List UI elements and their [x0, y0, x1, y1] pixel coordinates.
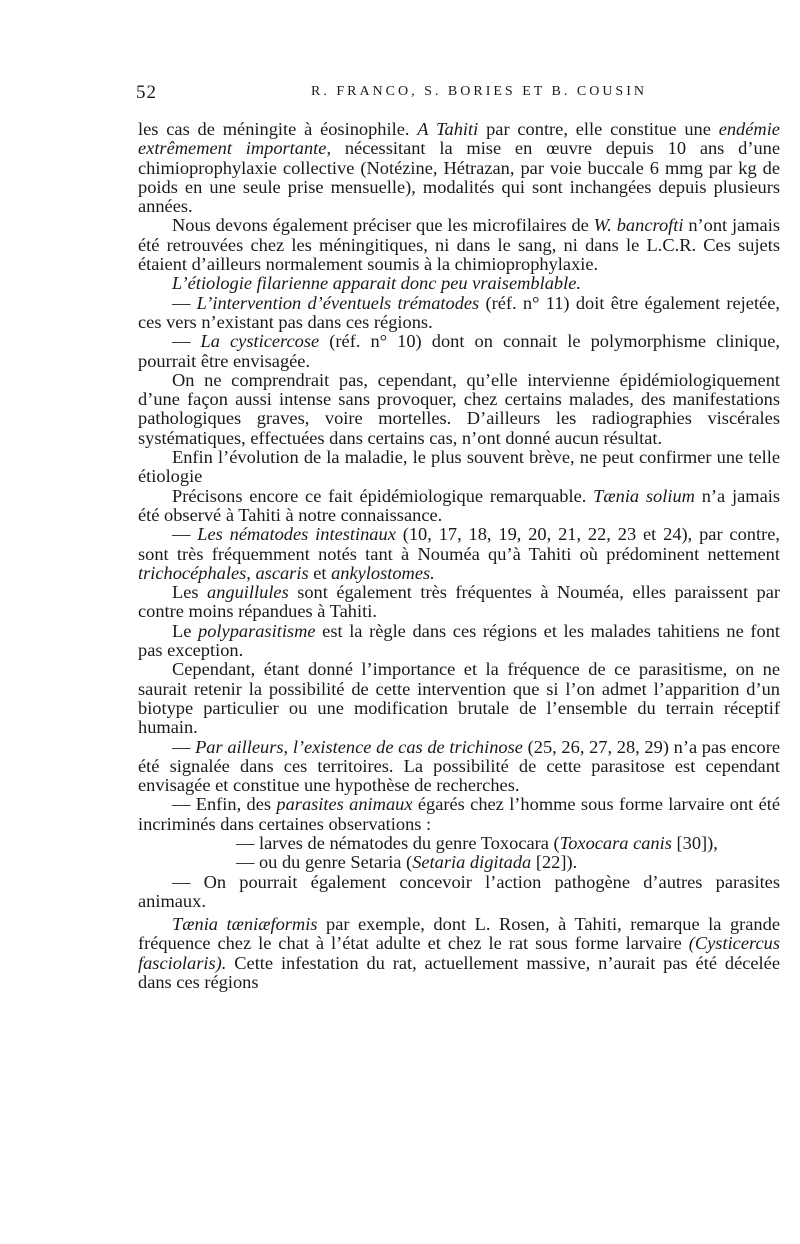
- italic-text: Par ailleurs, l’existence de cas de trichinose: [195, 736, 523, 757]
- text-run: [30]),: [671, 832, 718, 853]
- text-run: [22]).: [531, 852, 578, 873]
- italic-text: anguillules: [207, 582, 289, 603]
- paragraph: [138, 216, 780, 274]
- paragraph: [138, 622, 780, 661]
- italic-text: Setaria digitada: [412, 852, 532, 873]
- text-run: —: [172, 331, 201, 352]
- text-run: — larves de nématodes du genre Toxocara (: [236, 832, 560, 853]
- text-run: par exemple, dont L. Rosen, à Tahiti, remarque la grande fréquence chez le chat à l’état adulte et chez le rat sous forme larvaire: [138, 914, 780, 954]
- text-run: Nous devons également préciser que les microfilaires de: [172, 215, 594, 236]
- italic-text: Les nématodes intestinaux: [197, 524, 396, 545]
- italic-text: La cysticercose: [200, 331, 320, 352]
- text-run: Cependant, étant donné l’importance et la fréquence de ce parasitisme, on ne saurait retenir la possibilité de cette intervention que si l’on admet l’apparition d’un biotype particulier ou une modification brutale de l’ensemble du terrain réceptif humain.: [138, 659, 780, 738]
- paragraph: [138, 873, 780, 912]
- paragraph: [138, 660, 780, 737]
- paragraph: [138, 371, 780, 448]
- text-run: nécessitant la mise en œuvre depuis 10 ans d’une chimioprophylaxie collective (Notézine, Hétrazan, par voie buccale 6 mmg par kg de poids en une seule prise mensuelle), modalités qui sont inchangées depuis plusieurs années.: [138, 138, 780, 217]
- text-run: égarés chez l’homme sous forme larvaire ont été incriminés dans certaines observations :: [138, 794, 781, 834]
- text-run: Enfin l’évolution de la maladie, le plus souvent brève, ne peut confirmer une telle étiologie: [138, 447, 780, 487]
- text-run: On ne comprendrait pas, cependant, qu’elle intervienne épidémiologiquement d’une façon aussi intense sans provoquer, chez certains malades, des manifestations pathologiques graves, voire mortelles. D’ailleurs les radiographies viscérales systématiques, effectuées dans certains cas, n’ont donné aucun résultat.: [138, 369, 780, 448]
- italic-text: W. bancrofti: [593, 215, 684, 236]
- body-text: [138, 120, 780, 992]
- text-run: —: [172, 524, 198, 545]
- text-run: Précisons encore ce fait épidémiologique remarquable.: [172, 485, 594, 506]
- text-run: Cette infestation du rat, actuellement massive, n’aurait pas été décelée dans ces régions: [138, 952, 780, 993]
- list-item: [236, 832, 780, 853]
- paragraph: [138, 274, 780, 293]
- page-number: 52: [136, 82, 157, 103]
- italic-text: Tænia tæniæformis: [172, 914, 318, 935]
- italic-text: parasites animaux: [276, 794, 413, 815]
- italic-text: (Cysticercus fasciolaris).: [138, 933, 780, 973]
- text-run: (10, 17, 18, 19, 20, 21, 22, 23 et 24), par contre, sont très fréquemment notés tant à Nouméa qu’à Tahiti où prédominent nettement: [138, 524, 780, 564]
- text-run: n’a jamais été observé à Tahiti à notre connaissance.: [138, 485, 781, 525]
- running-head: R. FRANCO, S. BORIES ET B. COUSIN: [310, 84, 647, 99]
- text-run: (réf. n° 10) dont on connait le polymorphisme clinique, pourrait être envisagée.: [138, 331, 780, 371]
- text-run: (25, 26, 27, 28, 29) n’a pas encore été signalée dans ces territoires. La possibilité de cette parasitose est cependant envisagée et constitue une hypothèse de recherches.: [138, 736, 780, 796]
- text-run: (réf. n° 11) doit être également rejetée, ces vers n’existant pas dans ces régions.: [138, 292, 780, 332]
- text-run: est la règle dans ces régions et les malades tahitiens ne font pas exception.: [138, 620, 780, 661]
- text-run: par contre, elle constitue une: [478, 119, 719, 139]
- italic-text: endémie extrêmement importante,: [138, 119, 780, 159]
- italic-text: polyparasitisme: [198, 620, 316, 641]
- italic-text: Toxocara canis: [559, 832, 672, 853]
- paragraph: [138, 915, 780, 992]
- paragraph: [138, 487, 780, 526]
- paragraph: [138, 795, 780, 834]
- italic-text: A Tahiti: [417, 119, 479, 139]
- paragraph: [138, 738, 780, 796]
- paragraph: [138, 448, 780, 487]
- italic-text: Tænia solium: [593, 485, 695, 506]
- text-run: sont également très fréquentes à Nouméa, elles paraissent par contre moins répandues à Tahiti.: [138, 582, 780, 622]
- text-run: les cas de méningite à éosinophile.: [138, 119, 418, 139]
- italic-text: L’intervention d’éventuels trématodes: [196, 292, 480, 313]
- text-run: Le: [172, 620, 199, 641]
- italic-text: trichocéphales, ascaris: [138, 562, 309, 583]
- text-run: —: [172, 736, 196, 757]
- text-run: — ou du genre Setaria (: [236, 852, 413, 873]
- paragraph: [138, 332, 780, 371]
- text-run: n’ont jamais été retrouvées chez les méningitiques, ni dans le sang, ni dans le L.C.R. Ces sujets étaient d’ailleurs normalement soumis à la chimioprophylaxie.: [138, 215, 780, 275]
- text-run: — On pourrait également concevoir l’action pathogène d’autres parasites animaux.: [138, 871, 780, 911]
- page-header: [136, 82, 782, 106]
- text-run: —: [172, 292, 197, 313]
- list-item: [236, 852, 780, 873]
- text-run: — Enfin, des: [172, 794, 277, 815]
- italic-text: L’étiologie filarienne apparait donc peu vraisemblable.: [172, 273, 581, 294]
- paragraph: [138, 120, 780, 216]
- text-run: et: [308, 562, 332, 583]
- paragraph: [138, 525, 780, 583]
- paragraph: [138, 583, 780, 622]
- italic-text: ankylostomes.: [331, 562, 435, 583]
- paragraph: [138, 294, 780, 333]
- text-run: Les: [172, 582, 208, 603]
